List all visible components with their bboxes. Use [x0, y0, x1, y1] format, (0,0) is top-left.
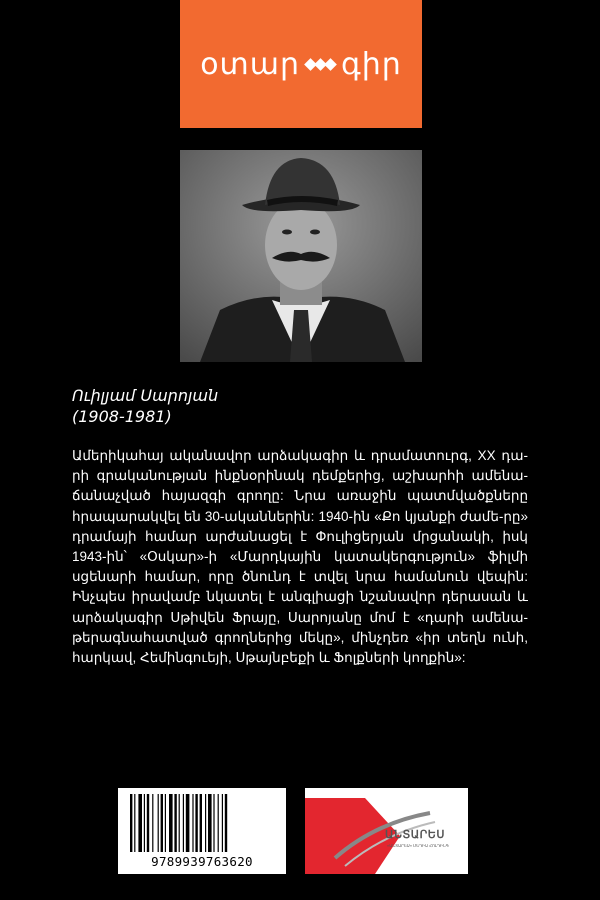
barcode-bar — [222, 794, 223, 852]
publisher-logo — [305, 788, 468, 874]
barcode-bar — [183, 794, 184, 852]
diamond-separator-icon — [306, 60, 335, 69]
barcode-bar — [195, 794, 197, 852]
author-portrait — [180, 150, 422, 362]
author-name-block — [72, 385, 218, 427]
barcode-bar — [200, 794, 202, 852]
barcode-bar — [144, 794, 145, 852]
barcode-bar — [169, 794, 173, 852]
author-years: (1908-1981) — [72, 407, 172, 426]
barcode-bar — [161, 794, 163, 852]
publisher-name: ԱՆՏԱՐԵՍ — [385, 829, 445, 841]
barcode — [118, 788, 286, 874]
barcode-bar — [218, 794, 219, 852]
series-title-right: գիր — [340, 46, 402, 82]
barcode-bars — [128, 794, 276, 854]
barcode-bar — [138, 794, 142, 852]
barcode-bar — [165, 794, 166, 852]
barcode-bar — [213, 794, 214, 852]
barcode-bar — [130, 794, 132, 852]
author-biography: Ամերիկահայ ականավոր արձակագիր և դրամատուրգ, XX դա-րի գրականության ինքնօրինակ դեմքերից, աշխարհի ամենա-ճանաչված հայազգի գրողը: Նրա առաջին պատմվածքները հրապարակվել են 30-ականներին: 1940-ին «Քո կյանքի ժամե-րը» դրամայի համար արժանացել է Փուլիցերյան մրցանակի, իսկ 1943-ին՝ «Օսկար»-ի «Մարդկային կատակերգություն» ֆիլմի սցենարի համար, որը ծնունդ է տվել նրա համանուն վեպին: Ինչպես իրավամբ նկատել է անգլիացի նշանավոր դերասան և արձակագիր Սթիվեն Ֆրայը, Սարոյանը մոմ է «դարի ամենա-թերագնահատված գրողներից մեկը», մինչդեռ «իր տեղն ունի, հարկավ, Հեմինգուեյի, Սթայնբեքի և Ֆոլքների կողքին»: — [72, 448, 528, 666]
barcode-bar — [134, 794, 135, 852]
barcode-bar — [205, 794, 206, 852]
series-title-left: օտար — [200, 46, 300, 82]
barcode-bar — [208, 794, 212, 852]
portrait-illustration — [180, 150, 422, 362]
publisher-tagline: «ԱՆՏԱՐԵՍ» ՄԵԴԻԱ ՀՈԼԴԻՆԳ — [387, 843, 449, 848]
barcode-bar — [186, 794, 190, 852]
barcode-bar — [147, 794, 149, 852]
barcode-bar — [225, 794, 227, 852]
series-banner — [180, 0, 422, 128]
series-logo — [200, 47, 402, 82]
barcode-bar — [152, 794, 153, 852]
barcode-bar — [174, 794, 176, 852]
author-name: Ուիլյամ Սարոյան — [72, 386, 219, 405]
barcode-bar — [179, 794, 180, 852]
barcode-bar — [192, 794, 193, 852]
barcode-bar — [158, 794, 159, 852]
isbn-number: 9789939763620 — [151, 854, 253, 869]
